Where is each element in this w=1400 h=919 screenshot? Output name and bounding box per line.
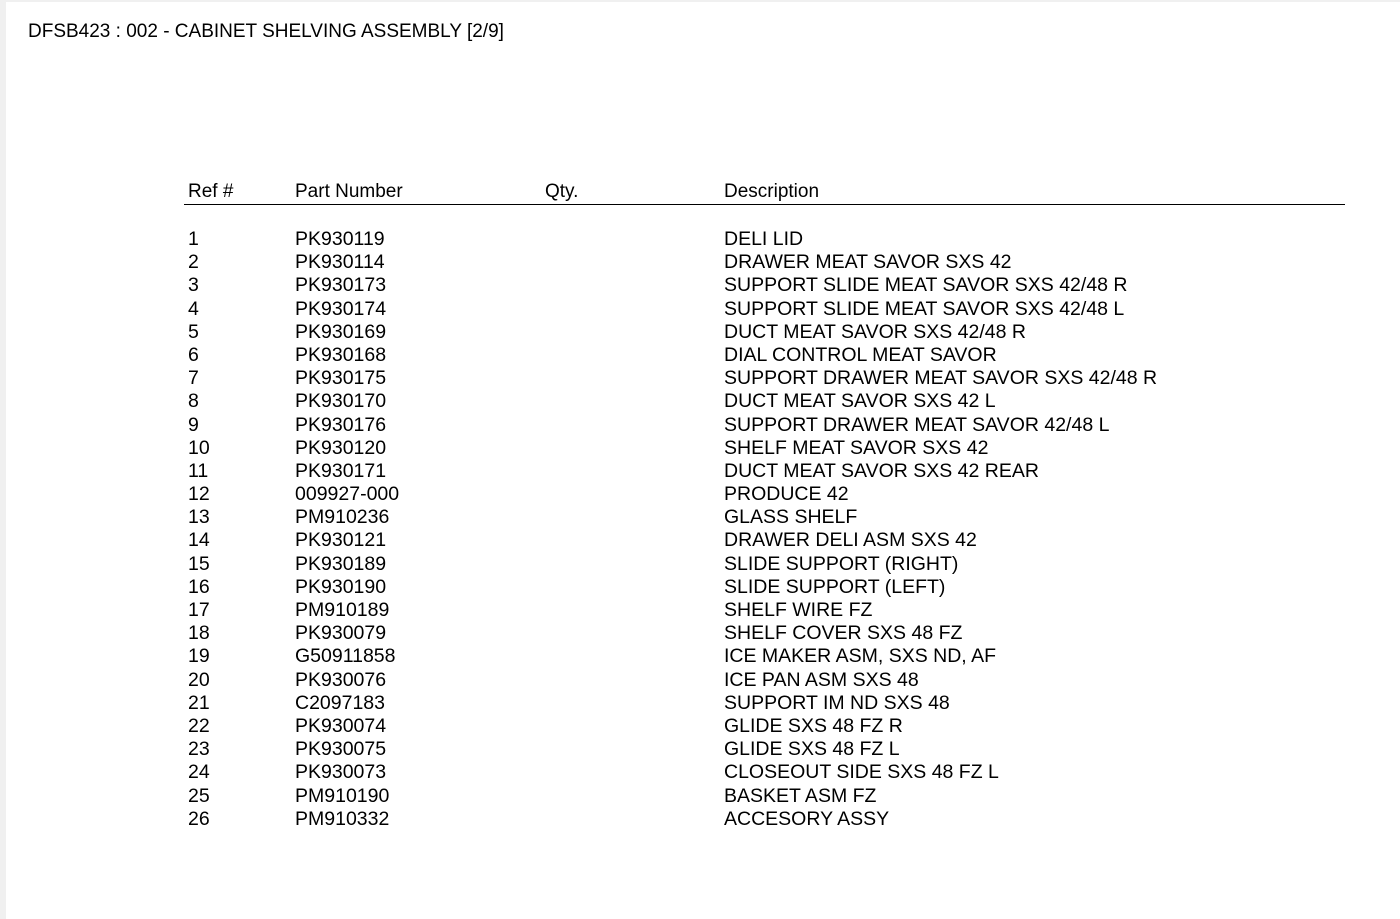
description-cell: SUPPORT SLIDE MEAT SAVOR SXS 42/48 L [724, 297, 1125, 320]
part-number-cell: PK930119 [295, 228, 385, 250]
ref-cell: 13 [188, 506, 210, 529]
part-number-cell: PK930171 [295, 459, 387, 482]
part-number-cell: PK930170 [295, 390, 387, 413]
part-number-cell: PK930079 [295, 622, 387, 645]
description-cell: SHELF WIRE FZ [724, 599, 873, 621]
description-cell: SHELF MEAT SAVOR SXS 42 [724, 436, 989, 459]
part-number-cell: PK930176 [295, 413, 387, 436]
ref-cell: 1 [188, 228, 199, 250]
part-number-cell: PK930189 [295, 552, 387, 575]
ref-cell: 22 [188, 714, 210, 737]
header-description: Description [724, 181, 820, 202]
description-cell: SLIDE SUPPORT (LEFT) [724, 575, 946, 598]
ref-cell: 18 [188, 622, 210, 645]
ref-cell: 23 [188, 738, 210, 761]
ref-cell: 8 [188, 390, 199, 413]
ref-cell: 10 [188, 436, 210, 459]
description-cell: DUCT MEAT SAVOR SXS 42 L [724, 390, 996, 413]
document-title: DFSB423 : 002 - CABINET SHELVING ASSEMBLY [2/9] [28, 21, 504, 42]
description-cell: GLIDE SXS 48 FZ L [724, 738, 900, 761]
ref-cell: 17 [188, 599, 210, 621]
table-row [184, 251, 1345, 274]
ref-cell: 11 [188, 459, 209, 482]
ref-cell: 6 [188, 343, 199, 366]
part-number-cell: PK930075 [295, 738, 387, 761]
table-row [184, 506, 1345, 529]
ref-cell: 20 [188, 668, 210, 691]
ref-cell: 19 [188, 645, 210, 668]
ref-cell: 16 [188, 575, 210, 598]
part-number-cell: G50911858 [295, 645, 396, 668]
ref-cell: 9 [188, 413, 199, 436]
table-row [184, 460, 1345, 483]
part-number-cell: PK930073 [295, 761, 387, 784]
table-row [184, 669, 1345, 692]
part-number-cell: PK930114 [295, 251, 385, 274]
description-cell: DIAL CONTROL MEAT SAVOR [724, 343, 997, 366]
description-cell: DUCT MEAT SAVOR SXS 42 REAR [724, 459, 1039, 482]
description-cell: DELI LID [724, 228, 804, 250]
table-row [184, 390, 1345, 413]
description-cell: SUPPORT DRAWER MEAT SAVOR 42/48 L [724, 413, 1110, 436]
table-row [184, 645, 1345, 668]
ref-cell: 2 [188, 251, 199, 274]
header-qty: Qty. [545, 181, 579, 202]
description-cell: DRAWER MEAT SAVOR SXS 42 [724, 251, 1012, 274]
table-row [184, 622, 1345, 645]
part-number-cell: PK930169 [295, 320, 387, 343]
description-cell: ACCESORY ASSY [724, 807, 890, 830]
ref-cell: 14 [188, 529, 210, 552]
description-cell: GLASS SHELF [724, 506, 858, 529]
description-cell: PRODUCE 42 [724, 483, 849, 506]
table-row [184, 576, 1345, 599]
table-row [184, 298, 1345, 321]
description-cell: ICE MAKER ASM, SXS ND, AF [724, 645, 996, 668]
part-number-cell: PK930175 [295, 367, 387, 390]
part-number-cell: PM910190 [295, 784, 390, 807]
description-cell: GLIDE SXS 48 FZ R [724, 714, 903, 737]
ref-cell: 15 [188, 552, 210, 575]
table-header [184, 180, 1345, 205]
description-cell: CLOSEOUT SIDE SXS 48 FZ L [724, 761, 999, 784]
table-row [184, 437, 1345, 460]
part-number-cell: PK930174 [295, 297, 387, 320]
ref-cell: 5 [188, 320, 199, 343]
part-number-cell: PM910189 [295, 599, 390, 621]
part-number-cell: C2097183 [295, 691, 385, 714]
table-row [184, 761, 1345, 784]
header-ref: Ref # [188, 181, 234, 202]
table-row [184, 692, 1345, 715]
description-cell: SHELF COVER SXS 48 FZ [724, 622, 963, 645]
ref-cell: 4 [188, 297, 199, 320]
table-row [184, 344, 1345, 367]
part-number-cell: PK930190 [295, 575, 387, 598]
header-part-number: Part Number [295, 181, 403, 202]
ref-cell: 26 [188, 807, 210, 830]
ref-cell: 25 [188, 784, 210, 807]
table-row [184, 228, 1345, 251]
table-row [184, 483, 1345, 506]
ref-cell: 21 [188, 691, 210, 714]
part-number-cell: PK930074 [295, 714, 387, 737]
description-cell: SUPPORT IM ND SXS 48 [724, 691, 950, 714]
part-number-cell: PK930076 [295, 668, 387, 691]
ref-cell: 24 [188, 761, 210, 784]
parts-table [184, 180, 1345, 830]
table-row [184, 808, 1345, 831]
document-page [6, 2, 1400, 919]
table-row [184, 414, 1345, 437]
table-body [184, 228, 1345, 831]
description-cell: DUCT MEAT SAVOR SXS 42/48 R [724, 320, 1026, 343]
part-number-cell: PK930168 [295, 343, 387, 366]
table-row [184, 529, 1345, 552]
description-cell: DRAWER DELI ASM SXS 42 [724, 529, 977, 552]
table-row [184, 715, 1345, 738]
description-cell: BASKET ASM FZ [724, 784, 877, 807]
table-row [184, 321, 1345, 344]
ref-cell: 3 [188, 274, 199, 297]
description-cell: SUPPORT DRAWER MEAT SAVOR SXS 42/48 R [724, 367, 1158, 390]
description-cell: SUPPORT SLIDE MEAT SAVOR SXS 42/48 R [724, 274, 1128, 297]
description-cell: ICE PAN ASM SXS 48 [724, 668, 919, 691]
ref-cell: 7 [188, 367, 199, 390]
part-number-cell: PM910236 [295, 506, 390, 529]
ref-cell: 12 [188, 483, 210, 506]
part-number-cell: PK930173 [295, 274, 387, 297]
part-number-cell: 009927-000 [295, 483, 400, 506]
table-row [184, 367, 1345, 390]
description-cell: SLIDE SUPPORT (RIGHT) [724, 552, 959, 575]
table-row [184, 599, 1345, 622]
part-number-cell: PK930121 [295, 529, 387, 552]
part-number-cell: PM910332 [295, 807, 390, 830]
table-row [184, 738, 1345, 761]
part-number-cell: PK930120 [295, 436, 387, 459]
table-row [184, 274, 1345, 297]
table-row [184, 785, 1345, 808]
table-row [184, 553, 1345, 576]
